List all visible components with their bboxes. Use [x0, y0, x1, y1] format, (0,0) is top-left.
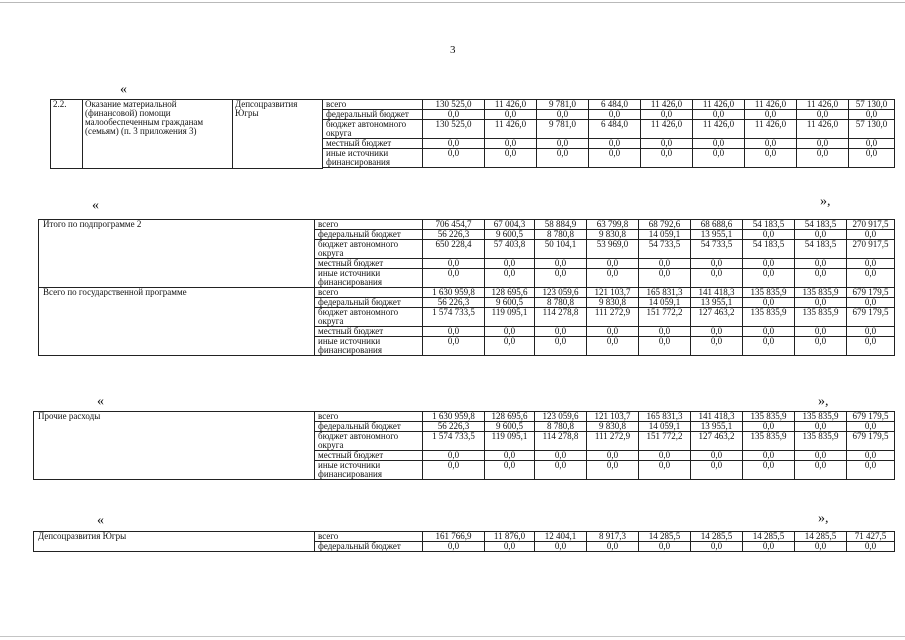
cell-value: 135 835,9	[743, 288, 795, 298]
cell-value: 8 917,3	[587, 532, 639, 542]
open-quote-3: «	[97, 394, 104, 409]
cell-value: 67 004,3	[485, 220, 535, 230]
open-quote-4: «	[97, 513, 104, 528]
funding-source: бюджет автономного округа	[323, 120, 423, 139]
cell-value: 53 969,0	[587, 240, 639, 259]
cell-value: 119 095,1	[485, 432, 535, 451]
cell-value: 0,0	[847, 298, 895, 308]
cell-value: 14 059,1	[639, 422, 691, 432]
cell-value: 0,0	[485, 451, 535, 461]
cell-value: 151 772,2	[639, 432, 691, 451]
cell-value: 12 404,1	[535, 532, 587, 542]
cell-value: 11 426,0	[485, 120, 537, 139]
cell-value: 0,0	[485, 337, 535, 356]
cell-value: 0,0	[485, 110, 537, 120]
cell-value: 0,0	[485, 269, 535, 288]
cell-value: 0,0	[847, 269, 895, 288]
cell-value: 111 272,9	[587, 308, 639, 327]
cell-value: 123 059,6	[535, 412, 587, 422]
funding-source: федеральный бюджет	[315, 298, 423, 308]
cell-value: 11 426,0	[641, 100, 693, 110]
group-title: Прочие расходы	[34, 412, 315, 480]
cell-value: 0,0	[423, 259, 485, 269]
cell-value: 0,0	[691, 451, 743, 461]
funding-source: местный бюджет	[315, 259, 423, 269]
cell-value: 11 426,0	[485, 100, 537, 110]
cell-value: 0,0	[693, 149, 745, 168]
funding-source: федеральный бюджет	[315, 542, 423, 552]
cell-value: 0,0	[537, 139, 589, 149]
table-row	[39, 288, 895, 298]
cell-value: 0,0	[587, 327, 639, 337]
cell-value: 8 780,8	[535, 422, 587, 432]
cell-value: 0,0	[423, 149, 485, 168]
cell-value: 0,0	[795, 451, 847, 461]
cell-value: 679 179,5	[847, 308, 895, 327]
funding-source: бюджет автономного округа	[315, 432, 423, 451]
cell-value: 0,0	[589, 110, 641, 120]
funding-source: бюджет автономного округа	[315, 308, 423, 327]
cell-value: 127 463,2	[691, 308, 743, 327]
cell-value: 9 781,0	[537, 100, 589, 110]
cell-value: 270 917,5	[847, 220, 895, 230]
cell-value: 14 059,1	[639, 230, 691, 240]
cell-value: 0,0	[641, 110, 693, 120]
cell-value: 13 955,1	[691, 422, 743, 432]
group-title: Депсоцразвития Югры	[34, 532, 315, 552]
cell-value: 0,0	[847, 542, 895, 552]
cell-value: 650 228,4	[423, 240, 485, 259]
item-executor: Депсоцразвития Югры	[233, 100, 323, 169]
funding-source: всего	[315, 532, 423, 542]
cell-value: 58 884,9	[535, 220, 587, 230]
cell-value: 135 835,9	[795, 432, 847, 451]
cell-value: 0,0	[691, 542, 743, 552]
cell-value: 0,0	[795, 542, 847, 552]
cell-value: 1 630 959,8	[423, 412, 485, 422]
cell-value: 0,0	[639, 327, 691, 337]
cell-value: 0,0	[795, 298, 847, 308]
cell-value: 706 454,7	[423, 220, 485, 230]
cell-value: 0,0	[537, 149, 589, 168]
cell-value: 0,0	[641, 149, 693, 168]
cell-value: 0,0	[587, 259, 639, 269]
cell-value: 0,0	[423, 327, 485, 337]
cell-value: 141 418,3	[691, 288, 743, 298]
funding-source: федеральный бюджет	[323, 110, 423, 120]
cell-value: 0,0	[743, 298, 795, 308]
funding-source: всего	[315, 220, 423, 230]
cell-value: 50 104,1	[535, 240, 587, 259]
cell-value: 68 792,6	[639, 220, 691, 230]
cell-value: 0,0	[535, 327, 587, 337]
cell-value: 13 955,1	[691, 230, 743, 240]
cell-value: 0,0	[535, 259, 587, 269]
cell-value: 0,0	[641, 139, 693, 149]
cell-value: 0,0	[743, 542, 795, 552]
cell-value: 68 688,6	[691, 220, 743, 230]
cell-value: 9 830,8	[587, 422, 639, 432]
cell-value: 14 285,5	[795, 532, 847, 542]
close-quote-1: »,	[820, 194, 831, 209]
cell-value: 0,0	[797, 139, 849, 149]
page-number: 3	[450, 44, 456, 56]
cell-value: 0,0	[693, 139, 745, 149]
funding-source: местный бюджет	[315, 327, 423, 337]
cell-value: 0,0	[795, 259, 847, 269]
cell-value: 8 780,8	[535, 298, 587, 308]
cell-value: 165 831,3	[639, 412, 691, 422]
cell-value: 121 103,7	[587, 288, 639, 298]
cell-value: 0,0	[743, 337, 795, 356]
cell-value: 11 876,0	[485, 532, 535, 542]
open-quote-1: «	[120, 82, 127, 97]
cell-value: 1 574 733,5	[423, 308, 485, 327]
funding-source: иные источники финансирования	[315, 337, 423, 356]
cell-value: 0,0	[847, 337, 895, 356]
cell-value: 0,0	[849, 110, 895, 120]
cell-value: 135 835,9	[743, 432, 795, 451]
item-name: Оказание материальной (финансовой) помощи малообеспеченным гражданам (семьям) (п. 3 приложения 3)	[83, 100, 233, 169]
cell-value: 0,0	[589, 139, 641, 149]
cell-value: 0,0	[797, 110, 849, 120]
cell-value: 270 917,5	[847, 240, 895, 259]
funding-source: федеральный бюджет	[315, 230, 423, 240]
table-row	[34, 412, 895, 422]
scan-top-edge	[0, 2, 905, 3]
cell-value: 54 733,5	[639, 240, 691, 259]
cell-value: 141 418,3	[691, 412, 743, 422]
cell-value: 6 484,0	[589, 120, 641, 139]
cell-value: 0,0	[849, 149, 895, 168]
cell-value: 123 059,6	[535, 288, 587, 298]
cell-value: 0,0	[743, 422, 795, 432]
cell-value: 0,0	[639, 451, 691, 461]
close-quote-2: »,	[818, 394, 829, 409]
cell-value: 0,0	[691, 259, 743, 269]
cell-value: 0,0	[745, 139, 797, 149]
cell-value: 135 835,9	[743, 412, 795, 422]
cell-value: 127 463,2	[691, 432, 743, 451]
cell-value: 128 695,6	[485, 288, 535, 298]
cell-value: 151 772,2	[639, 308, 691, 327]
cell-value: 0,0	[795, 269, 847, 288]
open-quote-2: «	[92, 198, 99, 213]
cell-value: 0,0	[535, 451, 587, 461]
cell-value: 0,0	[639, 337, 691, 356]
cell-value: 0,0	[587, 461, 639, 480]
cell-value: 13 955,1	[691, 298, 743, 308]
cell-value: 54 183,5	[743, 220, 795, 230]
cell-value: 0,0	[639, 269, 691, 288]
cell-value: 9 600,5	[485, 298, 535, 308]
cell-value: 0,0	[797, 149, 849, 168]
cell-value: 128 695,6	[485, 412, 535, 422]
cell-value: 0,0	[691, 337, 743, 356]
cell-value: 54 183,5	[795, 220, 847, 230]
cell-value: 0,0	[743, 461, 795, 480]
cell-value: 11 426,0	[745, 100, 797, 110]
other-expenses-table	[33, 411, 895, 480]
scan-bottom-edge	[0, 636, 905, 637]
cell-value: 0,0	[795, 327, 847, 337]
funding-source: бюджет автономного округа	[315, 240, 423, 259]
cell-value: 0,0	[743, 327, 795, 337]
cell-value: 57 130,0	[849, 100, 895, 110]
cell-value: 1 574 733,5	[423, 432, 485, 451]
cell-value: 14 285,5	[743, 532, 795, 542]
cell-value: 9 781,0	[537, 120, 589, 139]
cell-value: 11 426,0	[797, 100, 849, 110]
cell-value: 0,0	[485, 149, 537, 168]
cell-value: 11 426,0	[745, 120, 797, 139]
cell-value: 0,0	[745, 149, 797, 168]
cell-value: 0,0	[423, 451, 485, 461]
funding-source: всего	[315, 412, 423, 422]
table-row	[34, 532, 895, 542]
program-table-2-2	[50, 99, 895, 169]
cell-value: 11 426,0	[797, 120, 849, 139]
cell-value: 111 272,9	[587, 432, 639, 451]
cell-value: 54 183,5	[795, 240, 847, 259]
cell-value: 0,0	[485, 542, 535, 552]
cell-value: 0,0	[691, 461, 743, 480]
cell-value: 0,0	[639, 461, 691, 480]
cell-value: 135 835,9	[795, 288, 847, 298]
cell-value: 9 830,8	[587, 230, 639, 240]
cell-value: 0,0	[535, 461, 587, 480]
cell-value: 119 095,1	[485, 308, 535, 327]
cell-value: 14 285,5	[691, 532, 743, 542]
cell-value: 0,0	[847, 422, 895, 432]
cell-value: 0,0	[743, 259, 795, 269]
cell-value: 0,0	[743, 230, 795, 240]
cell-value: 9 830,8	[587, 298, 639, 308]
cell-value: 679 179,5	[847, 288, 895, 298]
cell-value: 14 059,1	[639, 298, 691, 308]
cell-value: 161 766,9	[423, 532, 485, 542]
cell-value: 0,0	[795, 337, 847, 356]
cell-value: 0,0	[485, 139, 537, 149]
cell-value: 0,0	[423, 542, 485, 552]
cell-value: 9 600,5	[485, 230, 535, 240]
cell-value: 0,0	[745, 110, 797, 120]
cell-value: 0,0	[847, 461, 895, 480]
cell-value: 71 427,5	[847, 532, 895, 542]
cell-value: 0,0	[795, 422, 847, 432]
funding-source: местный бюджет	[323, 139, 423, 149]
cell-value: 0,0	[485, 259, 535, 269]
cell-value: 0,0	[423, 139, 485, 149]
cell-value: 0,0	[795, 230, 847, 240]
cell-value: 56 226,3	[423, 422, 485, 432]
cell-value: 0,0	[691, 269, 743, 288]
item-number: 2.2.	[51, 100, 83, 169]
cell-value: 165 831,3	[639, 288, 691, 298]
cell-value: 57 403,8	[485, 240, 535, 259]
close-quote-3: »,	[818, 511, 829, 526]
cell-value: 114 278,8	[535, 432, 587, 451]
cell-value: 135 835,9	[743, 308, 795, 327]
cell-value: 1 630 959,8	[423, 288, 485, 298]
table-row	[51, 100, 895, 110]
funding-source: иные источники финансирования	[315, 461, 423, 480]
funding-source: местный бюджет	[315, 451, 423, 461]
cell-value: 130 525,0	[423, 100, 485, 110]
cell-value: 11 426,0	[693, 100, 745, 110]
cell-value: 114 278,8	[535, 308, 587, 327]
cell-value: 0,0	[587, 337, 639, 356]
cell-value: 0,0	[587, 542, 639, 552]
cell-value: 0,0	[639, 259, 691, 269]
cell-value: 679 179,5	[847, 412, 895, 422]
cell-value: 56 226,3	[423, 230, 485, 240]
cell-value: 14 285,5	[639, 532, 691, 542]
cell-value: 0,0	[847, 327, 895, 337]
cell-value: 0,0	[537, 110, 589, 120]
cell-value: 0,0	[693, 110, 745, 120]
cell-value: 0,0	[847, 230, 895, 240]
funding-source: всего	[323, 100, 423, 110]
funding-source: федеральный бюджет	[315, 422, 423, 432]
cell-value: 0,0	[795, 461, 847, 480]
cell-value: 0,0	[535, 542, 587, 552]
cell-value: 11 426,0	[641, 120, 693, 139]
cell-value: 0,0	[535, 269, 587, 288]
cell-value: 11 426,0	[693, 120, 745, 139]
funding-source: всего	[315, 288, 423, 298]
cell-value: 130 525,0	[423, 120, 485, 139]
cell-value: 0,0	[423, 461, 485, 480]
table-row	[39, 220, 895, 230]
cell-value: 63 799,8	[587, 220, 639, 230]
cell-value: 0,0	[691, 327, 743, 337]
cell-value: 54 183,5	[743, 240, 795, 259]
cell-value: 0,0	[423, 110, 485, 120]
cell-value: 0,0	[847, 451, 895, 461]
cell-value: 56 226,3	[423, 298, 485, 308]
cell-value: 135 835,9	[795, 412, 847, 422]
cell-value: 0,0	[743, 269, 795, 288]
cell-value: 0,0	[587, 269, 639, 288]
cell-value: 0,0	[587, 451, 639, 461]
group-title: Итого по подпрограмме 2	[39, 220, 315, 288]
cell-value: 0,0	[485, 327, 535, 337]
cell-value: 54 733,5	[691, 240, 743, 259]
cell-value: 121 103,7	[587, 412, 639, 422]
funding-source: иные источники финансирования	[315, 269, 423, 288]
cell-value: 679 179,5	[847, 432, 895, 451]
cell-value: 0,0	[535, 337, 587, 356]
cell-value: 0,0	[743, 451, 795, 461]
cell-value: 0,0	[589, 149, 641, 168]
funding-source: иные источники финансирования	[323, 149, 423, 168]
cell-value: 135 835,9	[795, 308, 847, 327]
group-title: Всего по государственной программе	[39, 288, 315, 356]
cell-value: 9 600,5	[485, 422, 535, 432]
executor-table	[33, 531, 895, 552]
cell-value: 0,0	[423, 337, 485, 356]
cell-value: 6 484,0	[589, 100, 641, 110]
cell-value: 0,0	[847, 259, 895, 269]
cell-value: 0,0	[849, 139, 895, 149]
cell-value: 0,0	[423, 269, 485, 288]
cell-value: 0,0	[639, 542, 691, 552]
cell-value: 57 130,0	[849, 120, 895, 139]
cell-value: 8 780,8	[535, 230, 587, 240]
cell-value: 0,0	[485, 461, 535, 480]
subprogram-2-totals-table	[38, 219, 895, 356]
